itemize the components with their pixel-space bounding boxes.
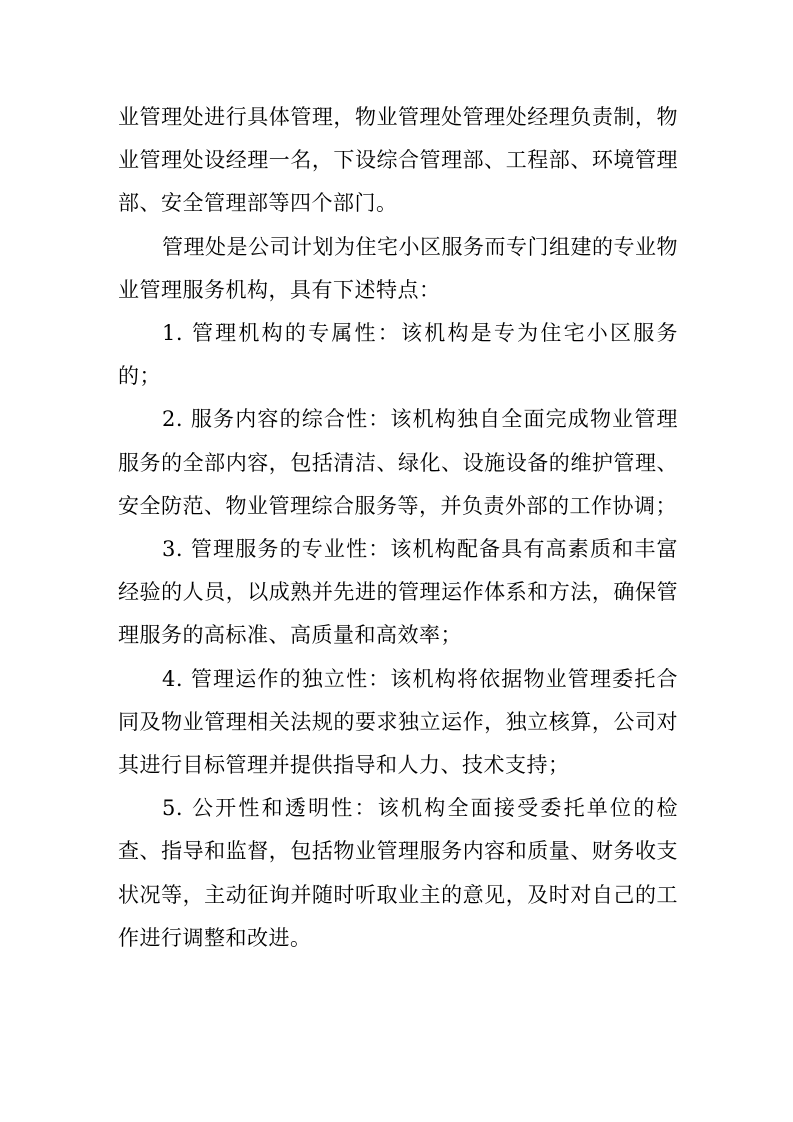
list-item-point-5: 5. 公开性和透明性：该机构全面接受委托单位的检查、指导和监督，包括物业管理服务内容和质量、财务收支状况等，主动征询并随时听取业主的意见，及时对自己的工作进行调整和改进。	[118, 796, 678, 950]
list-item-point-4: 4. 管理运作的独立性：该机构将依据物业管理委托合同及物业管理相关法规的要求独立运作，独立核算，公司对其进行目标管理并提供指导和人力、技术支持；	[118, 666, 678, 778]
list-item-point-3: 3. 管理服务的专业性：该机构配备具有高素质和丰富经验的人员，以成熟并先进的管理运作体系和方法，确保管理服务的高标准、高质量和高效率；	[118, 537, 678, 648]
list-item-point-1: 1. 管理机构的专属性：该机构是专为住宅小区服务的；	[118, 321, 678, 389]
document-page	[118, 96, 678, 960]
paragraph-continuation: 业管理处进行具体管理，物业管理处管理处经理负责制，物业管理处设经理一名，下设综合管理部、工程部、环境管理部、安全管理部等四个部门。	[118, 105, 678, 216]
paragraph-intro: 管理处是公司计划为住宅小区服务而专门组建的专业物业管理服务机构，具有下述特点：	[118, 234, 678, 302]
list-item-point-2: 2. 服务内容的综合性：该机构独自全面完成物业管理服务的全部内容，包括清洁、绿化、设施设备的维护管理、安全防范、物业管理综合服务等，并负责外部的工作协调；	[118, 407, 678, 518]
